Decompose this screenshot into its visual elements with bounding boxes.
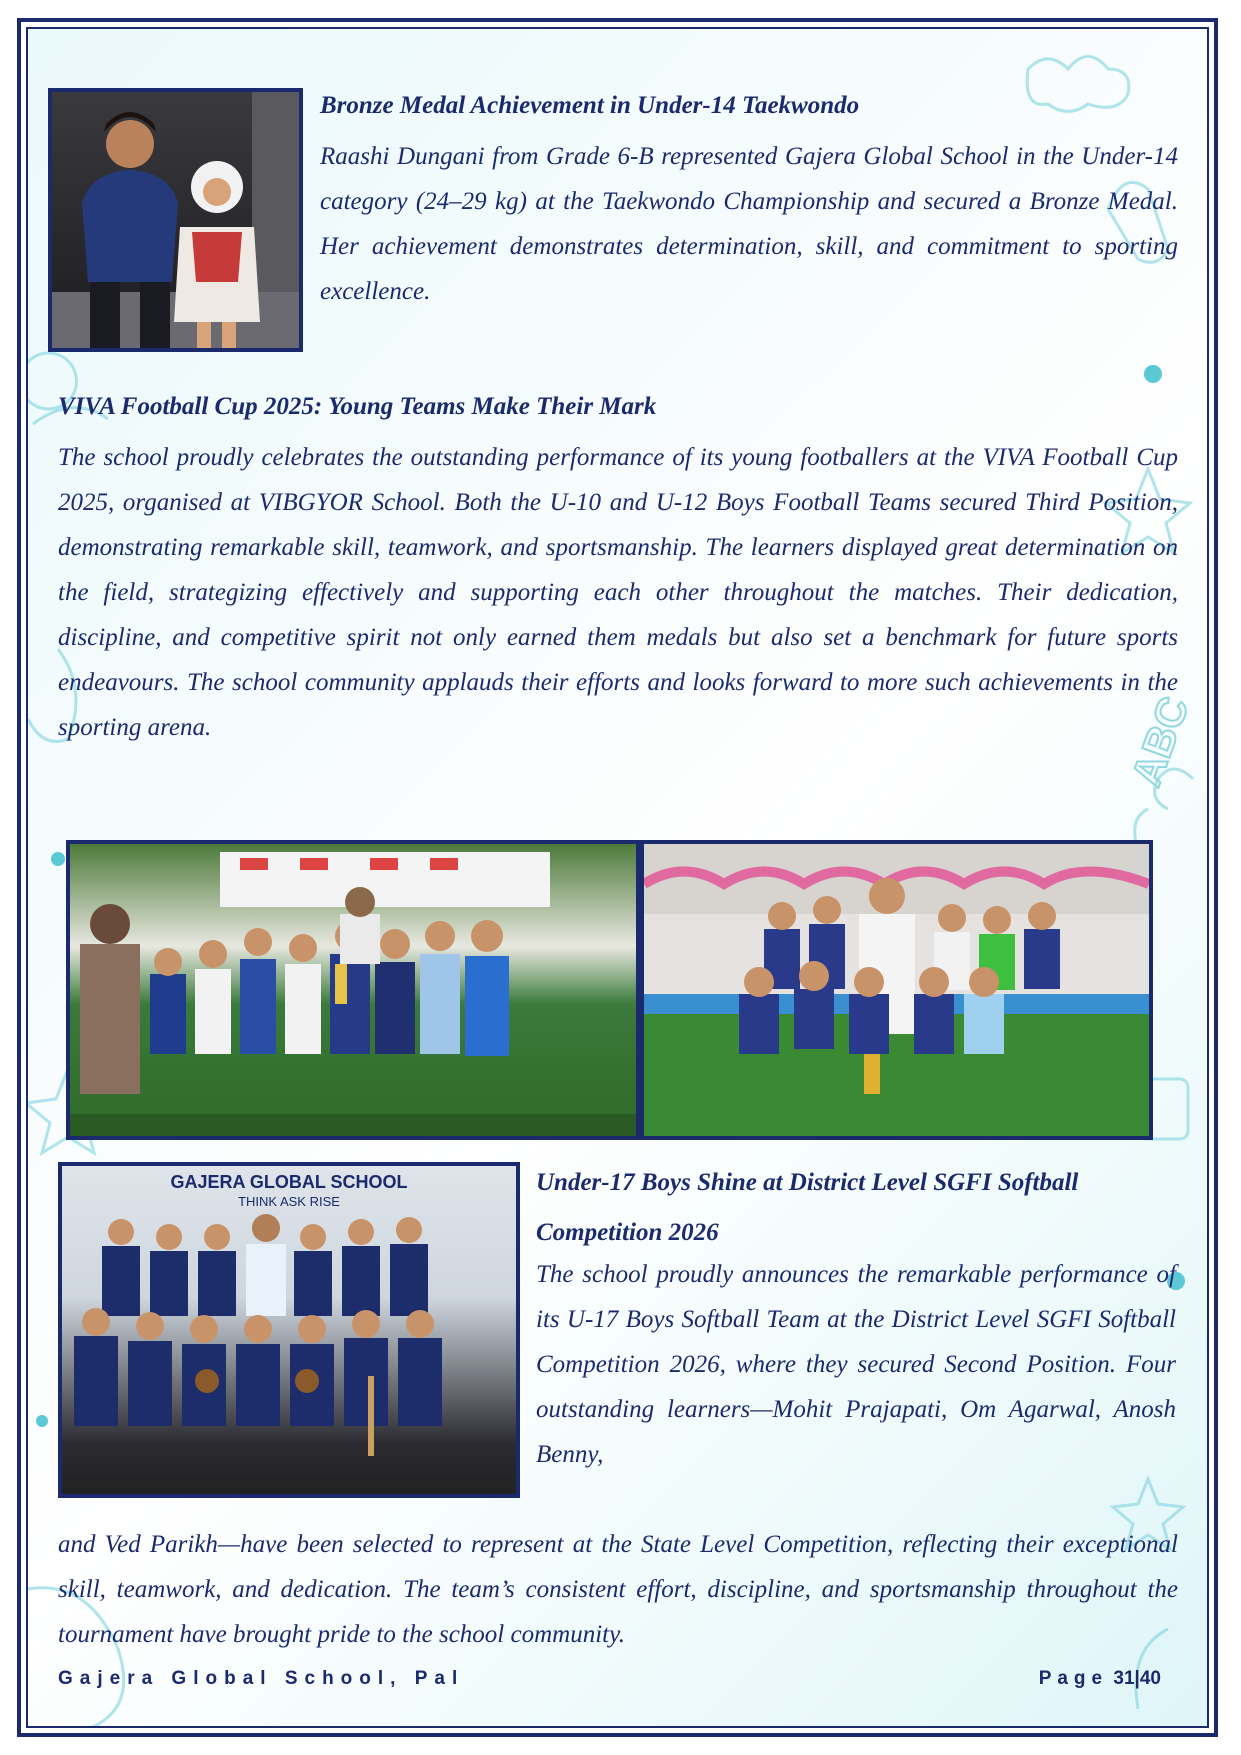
footer-page-label: Page [1038,1668,1109,1689]
softball-banner-tagline: THINK ASK RISE [238,1194,340,1209]
footer-page-separator: | [1134,1668,1140,1689]
softball-players-illustration [62,1166,516,1494]
football-paragraph: The school proudly celebrates the outstanding performance of its young footballers at the VIVA Football Cup 2025, organised at VIBGYOR School. Both the U-10 and U-12 Boys Football Teams secured Third Position, demonstrating remarkable skill, teamwork, and sportsmanship. The learners displayed great determination on the field, strategizing effectively and supporting each other throughout the matches. Their dedication, discipline, and competitive spirit not only earned them medals but also set a benchmark for future sports endeavours. The school community applauds their efforts and looks forward to more such achievements in the sporting arena. [58,444,1178,741]
svg-text:ABC: ABC [1122,690,1198,793]
football-heading: VIVA Football Cup 2025: Young Teams Make Their Mark [58,393,657,420]
taekwondo-photo [48,88,303,352]
taekwondo-photo-image [52,92,299,348]
football-photo-u12-image [70,844,636,1136]
softball-paragraph-side: The school proudly announces the remarkable performance of its U-17 Boys Softball Team at the District Level SGFI Softball Competition 2026, where they secured Second Position. Four outstanding learners—Mohit Prajapati, Om Agarwal, Anosh Benny, [536,1261,1176,1468]
softball-photo-image [62,1166,516,1494]
footer-school-name: Gajera Global School, Pal [58,1668,465,1689]
football-photo-u10-image [644,844,1149,1136]
footer-page-current: 31 [1113,1668,1135,1689]
taekwondo-heading: Bronze Medal Achievement in Under-14 Taekwondo [320,92,860,119]
softball-banner-title: GAJERA GLOBAL SCHOOL [170,1172,408,1192]
softball-paragraph-full: and Ved Parikh—have been selected to represent at the State Level Competition, reflecting their exceptional skill, teamwork, and dedication. The team’s consistent effort, discipline, and sportsmanship throughout the tournament have brought pride to the school community. [58,1531,1178,1648]
softball-heading: Under-17 Boys Shine at District Level SGFI Softball Competition 2026 [536,1169,1079,1246]
footer-page-number [1039,1668,1161,1690]
footer-page-total: 40 [1139,1668,1161,1689]
taekwondo-paragraph: Raashi Dungani from Grade 6-B represented Gajera Global School in the Under-14 category (24–29 kg) at the Taekwondo Championship and secured a Bronze Medal. Her achievement demonstrates determination, skill, and commitment to sporting excellence. [320,143,1178,305]
softball-photo [58,1162,520,1498]
football-photo-u12 [66,840,640,1140]
football-photo-u10 [640,840,1153,1140]
